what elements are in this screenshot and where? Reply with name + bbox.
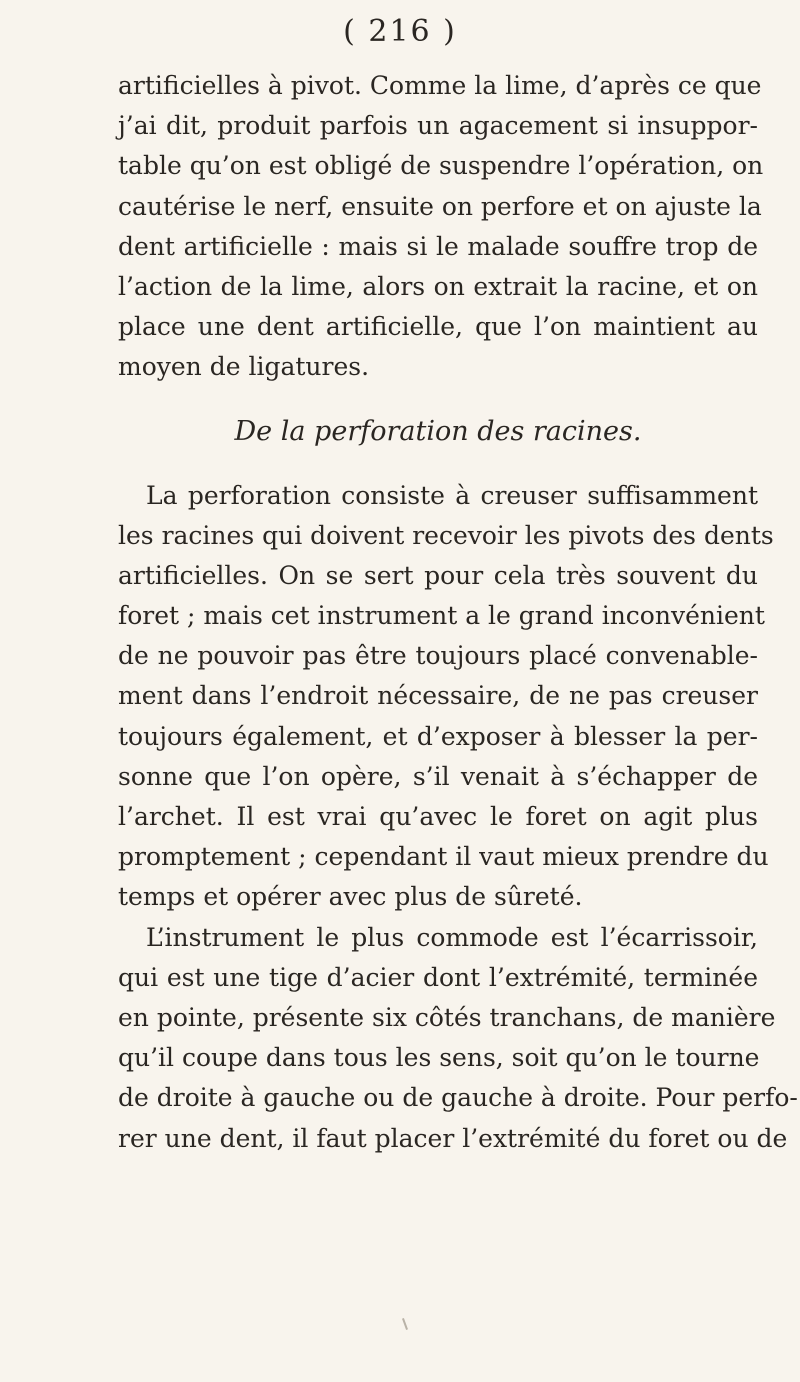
page-number: ( 216 ) [343,14,457,49]
text-line: moyen de ligatures. [118,352,370,382]
text-line: en pointe, présente six côtés tranchans, de manière [118,1002,776,1032]
text-line: ment dans l’endroit nécessaire, de ne pas creuser [118,681,758,711]
text-line: dent artificielle : mais si le malade souffre trop de [118,231,758,261]
paragraph-continuation [118,66,764,388]
text-line: foret ; mais cet instrument a le grand inconvénient [118,601,765,631]
text-line: l’action de la lime, alors on extrait la racine, et on [118,271,758,301]
text-line: promptement ; cependant il vaut mieux prendre du [118,842,769,872]
paragraph-instrument [118,918,798,1159]
text-line: de ne pouvoir pas être toujours placé convenable- [118,641,758,671]
text-line: les racines qui doivent recevoir les pivots des dents [118,520,774,550]
paragraph-perforation-intro [118,476,774,918]
text-line: La perforation consiste à creuser suffisamment [146,480,758,510]
text-line: j’ai dit, produit parfois un agacement si insuppor- [118,111,758,141]
text-line: qu’il coupe dans tous les sens, soit qu’on le tourne [118,1043,760,1073]
text-line: place une dent artificielle, que l’on maintient au [118,312,758,342]
text-line: artificielles à pivot. Comme la lime, d’après ce que [118,71,762,100]
text-line: toujours également, et d’exposer à blesser la per- [118,721,758,751]
text-line: qui est une tige d’acier dont l’extrémité, terminée [118,962,758,992]
text-line: sonne que l’on opère, s’il venait à s’échapper de [118,761,758,791]
text-line: artificielles. On se sert pour cela très souvent du [118,560,758,590]
paper-mark [402,1318,408,1330]
body-text [118,66,798,1159]
paragraph-spacer [118,388,758,406]
text-line: table qu’on est obligé de suspendre l’opération, on [118,151,764,181]
text-line: rer une dent, il faut placer l’extrémité du foret ou de [118,1123,788,1153]
paragraph-spacer [118,458,758,476]
text-line: L’instrument le plus commode est l’écarrissoir, [146,922,758,952]
text-line: l’archet. Il est vrai qu’avec le foret on agit plus [118,802,758,831]
text-line: de droite à gauche ou de gauche à droite. Pour perfo- [118,1083,798,1113]
section-heading: De la perforation des racines. [234,415,642,447]
text-line: cautérise le nerf, ensuite on perfore et on ajuste la [118,191,762,221]
text-line: temps et opérer avec plus de sûreté. [118,882,583,912]
